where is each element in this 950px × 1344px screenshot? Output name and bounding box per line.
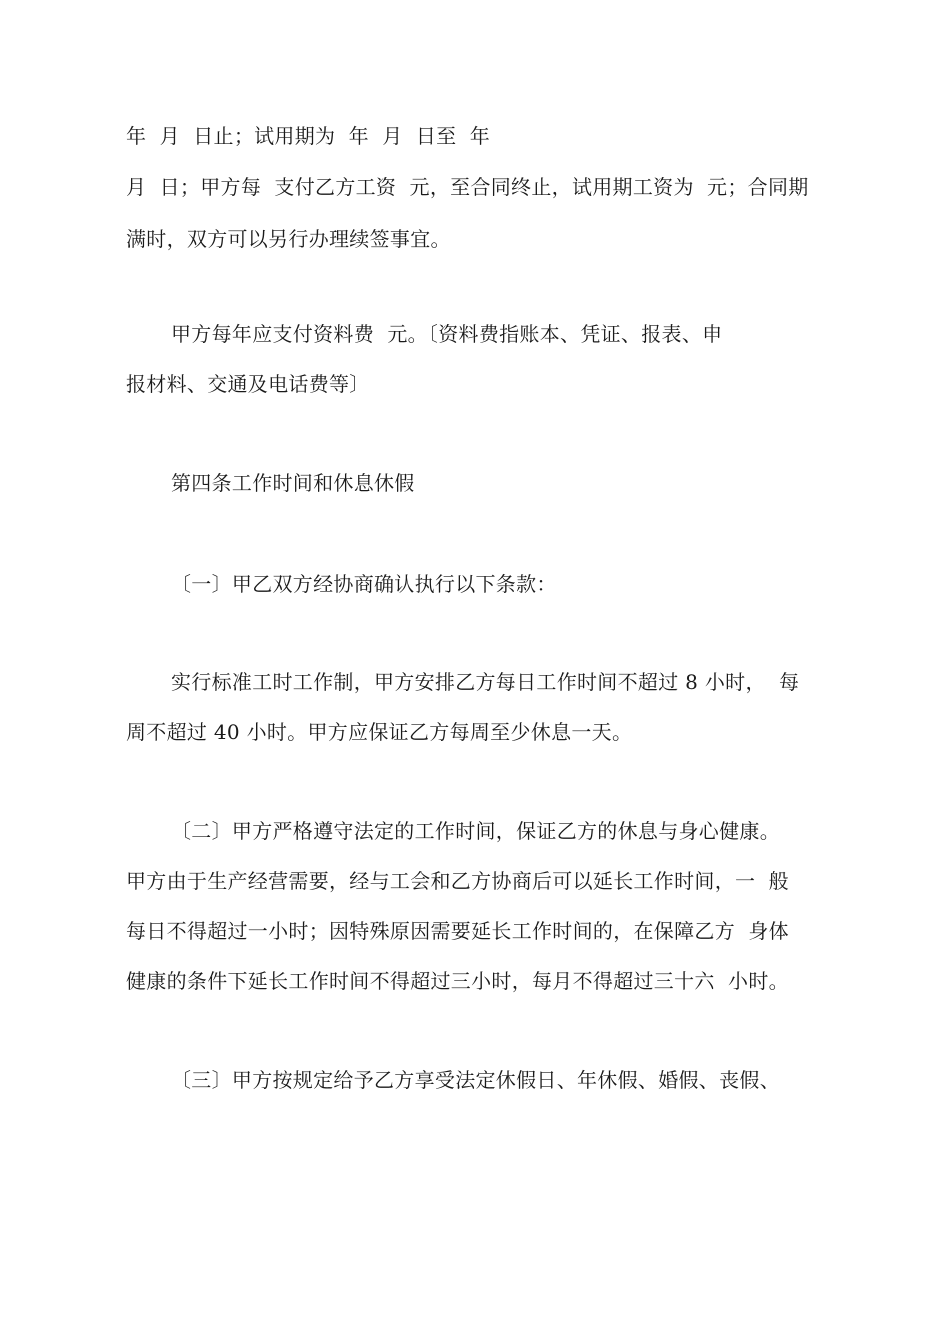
text-line: 实行标准工时工作制，甲方安排乙方每日工作时间不超过 8 小时， 每 [171,670,800,694]
text-line: 满时，双方可以另行办理续签事宜。 [126,227,451,251]
text-line: 报材料、交通及电话费等〕 [126,372,370,396]
text-line: 年 月 日止；试用期为 年 月 日至 年 [126,124,491,148]
text-line: 健康的条件下延长工作时间不得超过三小时，每月不得超过三十六 小时。 [126,969,789,993]
text-line: 甲方由于生产经营需要，经与工会和乙方协商后可以延长工作时间，一 般 [126,869,789,893]
text-line: 〔二〕甲方严格遵守法定的工作时间，保证乙方的休息与身心健康。 [171,819,780,843]
clause-heading: 〔一〕甲乙双方经协商确认执行以下条款： [171,572,557,596]
text-line: 甲方每年应支付资料费 元。〔资料费指账本、凭证、报表、申 [171,322,723,346]
text-line: 月 日；甲方每 支付乙方工资 元，至合同终止，试用期工资为 元；合同期 [126,175,809,199]
text-line: 〔三〕甲方按规定给予乙方享受法定休假日、年休假、婚假、丧假、 [171,1068,780,1092]
section-heading: 第四条工作时间和休息休假 [171,471,415,495]
text-line: 周不超过 40 小时。甲方应保证乙方每周至少休息一天。 [126,720,633,744]
text-line: 每日不得超过一小时；因特殊原因需要延长工作时间的，在保障乙方 身体 [126,919,789,943]
